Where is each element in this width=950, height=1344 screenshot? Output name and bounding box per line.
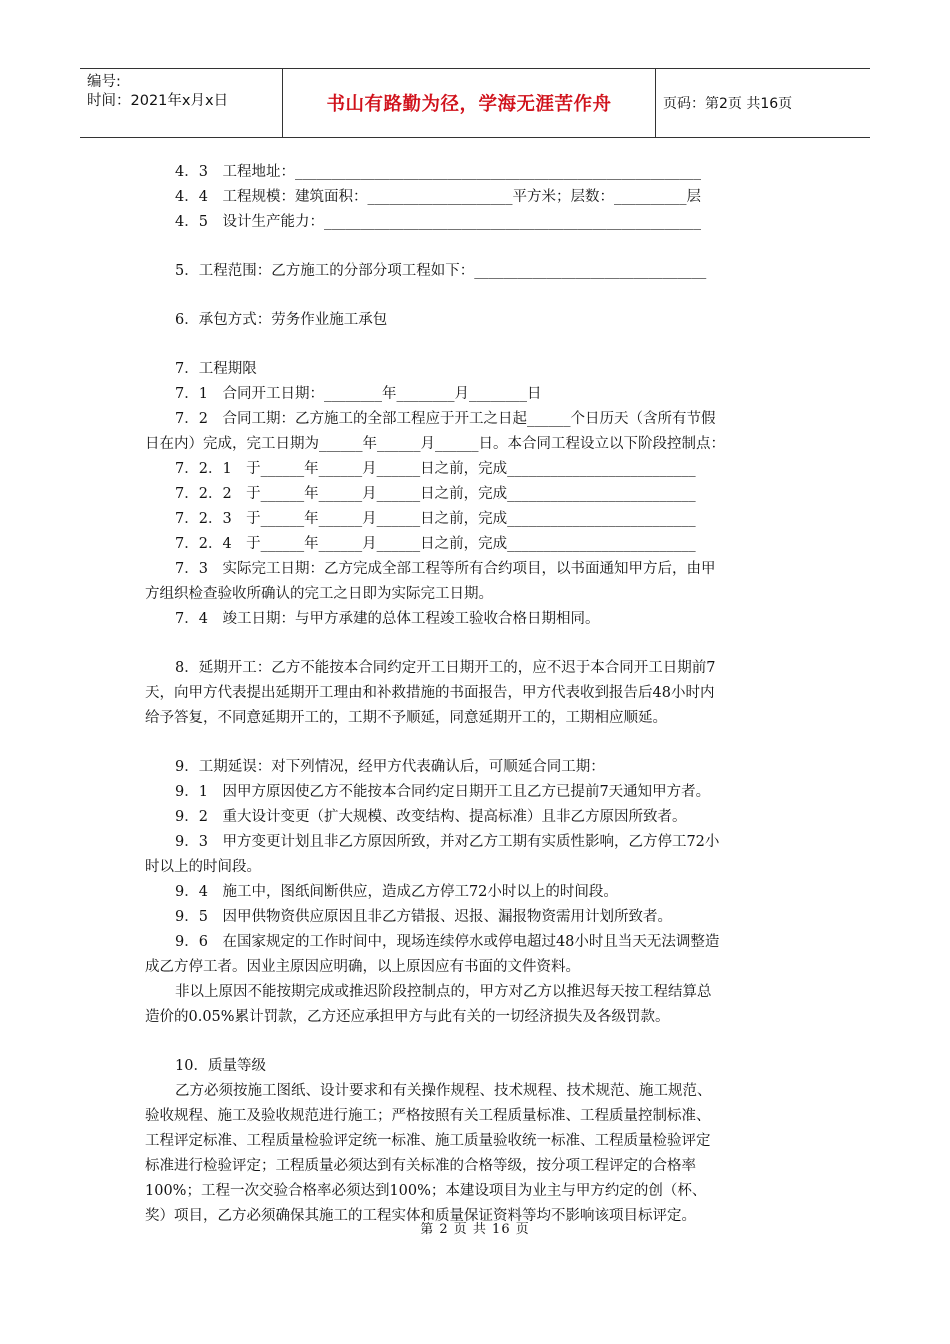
page-header bbox=[80, 68, 870, 138]
clause-7-2-line1: 7．2 合同工期：乙方施工的全部工程应于开工之日起______个日历天（含所有节假 bbox=[175, 411, 716, 427]
clause-10-line6: 奖）项目，乙方必须确保其施工的工程实体和质量保证资料等均不影响该项目标评定。 bbox=[145, 1208, 696, 1224]
clause-10-line4: 标准进行检验评定；工程质量必须达到有关标准的合格等级，按分项工程评定的合格率 bbox=[145, 1158, 696, 1174]
clause-9-penalty-line1: 非以上原因不能按期完成或推迟阶段控制点的，甲方对乙方以推迟每天按工程结算总 bbox=[175, 984, 712, 1000]
clause-10-line3: 工程评定标准、工程质量检验评定统一标准、施工质量验收统一标准、工程质量检验评定 bbox=[145, 1133, 711, 1149]
clause-4-3: 4．3 工程地址：________________________________________________________ bbox=[175, 164, 701, 180]
clause-8-line2: 天，向甲方代表提出延期开工理由和补救措施的书面报告，甲方代表收到报告后48小时内 bbox=[145, 685, 715, 701]
clause-7-2-1: 7．2．1 于______年______月______日之前，完成__________________________ bbox=[175, 461, 696, 477]
header-page-info: 页码：第2页 共16页 bbox=[663, 96, 793, 112]
header-motto: 书山有路勤为径，学海无涯苦作舟 bbox=[283, 69, 656, 137]
clause-9-4: 9．4 施工中，图纸间断供应，造成乙方停工72小时以上的时间段。 bbox=[175, 884, 618, 900]
clause-7-1: 7．1 合同开工日期：________年________月________日 bbox=[175, 386, 542, 402]
clause-7-heading: 7．工程期限 bbox=[175, 361, 257, 377]
clause-9-3-line1: 9．3 甲方变更计划且非乙方原因所致，并对乙方工期有实质性影响，乙方停工72小 bbox=[175, 834, 720, 850]
time-label: 时间：2021年x月x日 bbox=[87, 93, 229, 109]
clause-9-6-line1: 9．6 在国家规定的工作时间中，现场连续停水或停电超过48小时且当天无法调整造 bbox=[175, 934, 720, 950]
clause-10-line5: 100%；工程一次交验合格率必须达到100%；本建设项目为业主与甲方约定的创（杯、 bbox=[145, 1183, 707, 1199]
clause-9-2: 9．2 重大设计变更（扩大规模、改变结构、提高标准）且非乙方原因所致者。 bbox=[175, 809, 687, 825]
clause-9-penalty-line2: 造价的0.05%累计罚款，乙方还应承担甲方与此有关的一切经济损失及各级罚款。 bbox=[145, 1009, 670, 1025]
clause-7-4: 7．4 竣工日期：与甲方承建的总体工程竣工验收合格日期相同。 bbox=[175, 611, 600, 627]
clause-8-line3: 给予答复，不同意延期开工的，工期不予顺延，同意延期开工的，工期相应顺延。 bbox=[145, 710, 667, 726]
clause-9-5: 9．5 因甲供物资供应原因且非乙方错报、迟报、漏报物资需用计划所致者。 bbox=[175, 909, 672, 925]
clause-4-4: 4．4 工程规模：建筑面积：____________________平方米；层数：__________层 bbox=[175, 189, 701, 205]
clause-8-line1: 8．延期开工：乙方不能按本合同约定开工日期开工的，应不迟于本合同开工日期前7 bbox=[175, 660, 716, 676]
clause-7-2-3: 7．2．3 于______年______月______日之前，完成__________________________ bbox=[175, 511, 696, 527]
clause-10-heading: 10．质量等级 bbox=[175, 1058, 266, 1074]
clause-4-5: 4．5 设计生产能力：____________________________________________________ bbox=[175, 214, 701, 230]
clause-9-6-line2: 成乙方停工者。因业主原因应明确，以上原因应有书面的文件资料。 bbox=[145, 959, 580, 975]
clause-10-line1: 乙方必须按施工图纸、设计要求和有关操作规程、技术规程、技术规范、施工规范、 bbox=[175, 1083, 712, 1099]
clause-9-3-line2: 时以上的时间段。 bbox=[145, 859, 261, 875]
clause-6: 6．承包方式：劳务作业施工承包 bbox=[175, 312, 388, 328]
clause-7-2-line2: 日在内）完成，完工日期为______年______月______日。本合同工程设立以下阶段控制点： bbox=[145, 436, 725, 452]
clause-9-1: 9．1 因甲方原因使乙方不能按本合同约定日期开工且乙方已提前7天通知甲方者。 bbox=[175, 784, 711, 800]
clause-10-line2: 验收规程、施工及验收规范进行施工；严格按照有关工程质量标准、工程质量控制标准、 bbox=[145, 1108, 711, 1124]
page-footer: 第 2 页 共 16 页 bbox=[420, 1222, 530, 1237]
clause-7-3-line2: 方组织检查验收所确认的完工之日即为实际完工日期。 bbox=[145, 586, 493, 602]
header-meta bbox=[80, 69, 283, 137]
clause-9-heading: 9．工期延误：对下列情况，经甲方代表确认后，可顺延合同工期： bbox=[175, 759, 605, 775]
clause-7-2-2: 7．2．2 于______年______月______日之前，完成__________________________ bbox=[175, 486, 696, 502]
document-body bbox=[145, 160, 810, 1229]
clause-7-3-line1: 7．3 实际完工日期：乙方完成全部工程等所有合约项目，以书面通知甲方后，由甲 bbox=[175, 561, 716, 577]
clause-7-2-4: 7．2．4 于______年______月______日之前，完成__________________________ bbox=[175, 536, 696, 552]
serial-label: 编号: bbox=[87, 74, 121, 90]
clause-5: 5．工程范围：乙方施工的分部分项工程如下：________________________________ bbox=[175, 263, 707, 279]
